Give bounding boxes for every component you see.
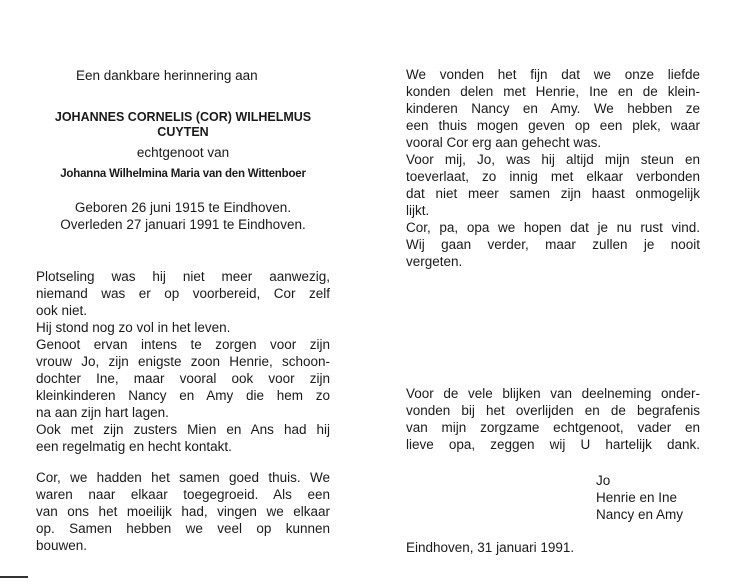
left-paragraph-2 xyxy=(36,469,330,554)
right-paragraph-1 xyxy=(406,66,700,270)
life-dates xyxy=(36,199,330,233)
text-line: Hij stond nog zo vol in het leven. xyxy=(36,320,231,335)
text-line: kinderen Nancy en Amy. We hebben ze xyxy=(406,101,700,116)
deceased-name xyxy=(36,110,330,140)
text-line: vonden bij het overlijden en de begrafenis xyxy=(406,403,700,418)
signature-line: Jo xyxy=(596,473,611,488)
text-line: Cor, pa, opa we hopen dat je nu rust vind. xyxy=(406,220,700,235)
text-line: van ons het moeilijk had, vingen we elkaar xyxy=(36,504,330,519)
text-line: waren naar elkaar toegegroeid. Als een xyxy=(36,487,330,502)
signatures xyxy=(596,472,683,523)
text-line: Voor mij, Jo, was hij altijd mijn steun en xyxy=(406,152,700,167)
text-line: vergeten. xyxy=(406,254,463,269)
text-line: niemand was er op voorbereid, Cor zelf xyxy=(36,286,330,301)
text-line: toeverlaat, zo innig met elkaar verbonden xyxy=(406,169,700,184)
text-line: Voor de vele blijken van deelneming onder- xyxy=(406,386,700,401)
text-line: lijkt. xyxy=(406,203,430,218)
text-line: op. Samen hebben we veel op kunnen xyxy=(36,521,330,536)
died-line: Overleden 27 januari 1991 te Eindhoven. xyxy=(60,217,306,232)
text-line: vrouw Jo, zijn enigste zoon Henrie, schoon- xyxy=(36,354,330,369)
text-line: dat niet meer samen zijn haast onmogelijk xyxy=(406,186,700,201)
text-line: dochter Ine, maar vooral ook voor zijn xyxy=(36,371,330,386)
text-line: vooral Cor erg aan gehecht was. xyxy=(406,135,602,150)
text-line: na aan zijn hart lagen. xyxy=(36,405,169,420)
left-paragraph-1 xyxy=(36,268,330,455)
text-line: konden delen met Henrie, Ine en de klein- xyxy=(406,84,700,99)
text-line: Genoot ervan intens te zorgen voor zijn xyxy=(36,337,330,352)
text-line: lieve opa, zeggen wij U hartelijk dank. xyxy=(406,437,700,452)
text-line: Wij gaan verder, maar zullen je nooit xyxy=(406,237,700,252)
deceased-name-line1: JOHANNES CORNELIS (COR) WILHELMUS xyxy=(54,110,312,124)
cut-mark xyxy=(0,576,28,578)
text-line: een thuis mogen geven op een plek, waar xyxy=(406,118,700,133)
spouse-label: echtgenoot van xyxy=(136,145,230,160)
intro-text: Een dankbare herinnering aan xyxy=(76,68,258,83)
deceased-name-line2: CUYTEN xyxy=(157,125,209,139)
text-line: Cor, we hadden het samen goed thuis. We xyxy=(36,470,330,485)
text-line: een regelmatig en hecht kontakt. xyxy=(36,439,232,454)
text-line: bouwen. xyxy=(36,538,88,553)
text-line: Ook met zijn zusters Mien en Ans had hij xyxy=(36,422,330,437)
signature-line: Henrie en Ine xyxy=(596,490,678,505)
signature-line: Nancy en Amy xyxy=(596,507,684,522)
text-line: We vonden het fijn dat we onze liefde xyxy=(406,67,700,82)
spouse-name: Johanna Wilhelmina Maria van den Wittenboer xyxy=(60,168,306,180)
place-date: Eindhoven, 31 januari 1991. xyxy=(406,540,575,555)
born-line: Geboren 26 juni 1915 te Eindhoven. xyxy=(74,200,292,215)
right-paragraph-2 xyxy=(406,385,700,453)
text-line: Plotseling was hij niet meer aanwezig, xyxy=(36,269,330,284)
text-line: ook niet. xyxy=(36,303,88,318)
text-line: van mijn zorgzame echtgenoot, vader en xyxy=(406,420,700,435)
text-line: kleinkinderen Nancy en Amy die hem zo xyxy=(36,388,330,403)
